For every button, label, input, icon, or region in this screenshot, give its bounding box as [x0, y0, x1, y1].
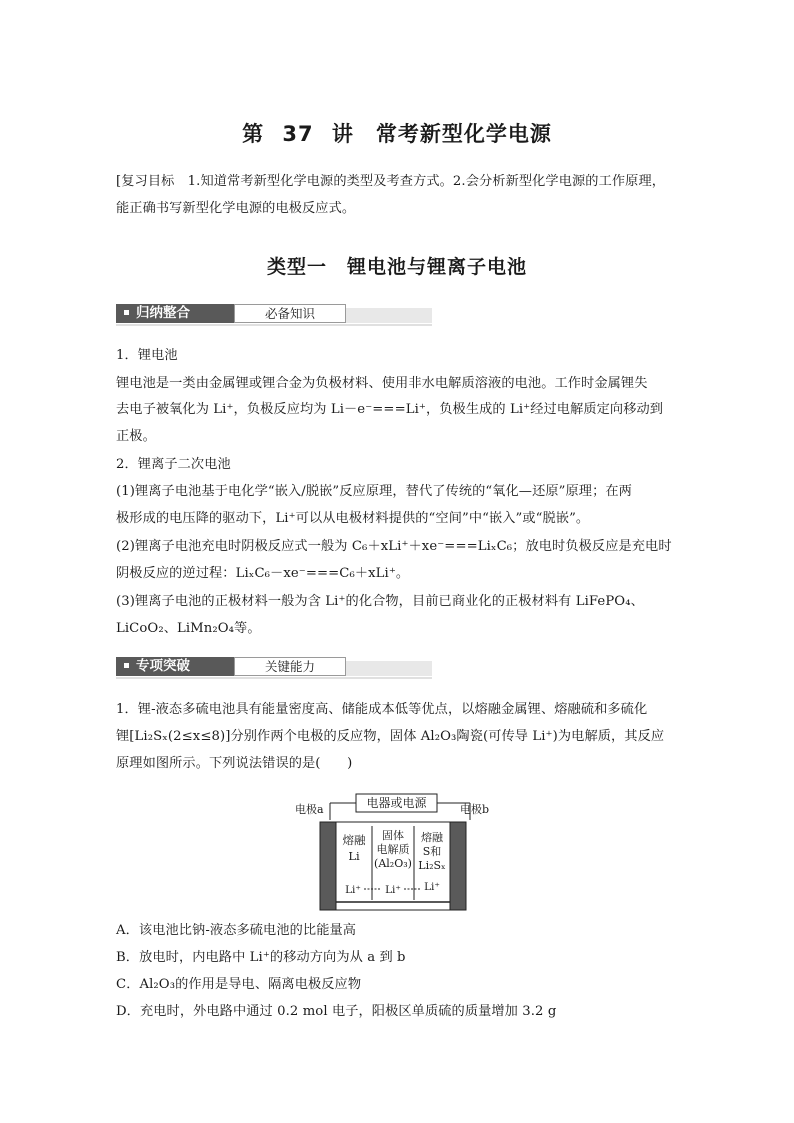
ion-label-left: Li⁺: [345, 884, 361, 896]
question-line-2: 锂[Li₂Sₓ(2≤x≤8)]分别作两个电极的反应物，固体 Al₂O₃陶瓷(可传导 Li⁺)为电解质，其反应: [116, 729, 665, 744]
electrode-a: [320, 822, 336, 910]
banner-summary-underline: [116, 324, 432, 326]
knowledge-p1-line-3: 正极。: [116, 429, 156, 444]
right-label-2: S和: [422, 845, 442, 858]
mid-label-1: 固体: [382, 829, 404, 842]
review-goal-line-2: 能正确书写新型化学电源的电极反应式。: [116, 201, 356, 216]
banner-practice: [116, 656, 432, 678]
electrode-b: [450, 822, 466, 910]
banner-summary-tag: 必备知识: [234, 304, 346, 323]
question-line-1: 1．锂-液态多硫电池具有能量密度高、储能成本低等优点，以熔融金属锂、熔融硫和多硫化: [116, 702, 648, 717]
knowledge-p1-line-1: 锂电池是一类由金属锂或锂合金为负极材料、使用非水电解质溶液的电池。工作时金属锂失: [116, 376, 648, 391]
mid-label-3: (Al₂O₃): [374, 857, 412, 870]
banner-summary-fill: [346, 308, 432, 323]
knowledge-p3-line-2: 阴极反应的逆过程：LiₓC₆－xe⁻===C₆＋xLi⁺。: [116, 566, 410, 581]
question-line-3: 原理如图所示。下列说法错误的是( ): [116, 756, 353, 771]
left-label-2: Li: [348, 849, 360, 863]
banner-practice-fill: [346, 661, 432, 676]
option-c: C．Al₂O₃的作用是导电、隔离电极反应物: [116, 977, 362, 992]
banner-practice-underline: [116, 677, 432, 679]
knowledge-p3-line-1: (2)锂离子电池充电时阴极反应式一般为 C₆＋xLi⁺＋xe⁻===LiₓC₆；放电时负极反应是充电时: [116, 539, 672, 554]
banner-practice-dark: [116, 657, 234, 676]
banner-summary-label: 归纳整合: [136, 305, 190, 321]
lecture-title: 第 37 讲 常考新型化学电源: [242, 122, 552, 146]
knowledge-p2-line-2: 极形成的电压降的驱动下，Li⁺可以从电极材料提供的“空间”中“嵌入”或“脱嵌”。: [116, 511, 590, 526]
section-title: 类型一 锂电池与锂离子电池: [266, 256, 527, 278]
electrode-a-label: 电极a: [295, 803, 324, 816]
left-label-1: 熔融: [342, 833, 366, 847]
device-label: 电器或电源: [366, 796, 427, 810]
right-label-3: Li₂Sₓ: [418, 859, 446, 872]
knowledge-p4-line-2: LiCoO₂、LiMn₂O₄等。: [116, 621, 261, 636]
square-bullet-icon: [124, 310, 129, 315]
review-goal-line-1: [复习目标 1.知道常考新型化学电源的类型及考查方式。2.会分析新型化学电源的工作原理，: [116, 174, 666, 189]
knowledge-p4-line-1: (3)锂离子电池的正极材料一般为含 Li⁺的化合物，目前已商业化的正极材料有 LiFePO₄、: [116, 594, 644, 609]
knowledge-heading-1: 1．锂电池: [116, 348, 178, 363]
option-d: D．充电时，外电路中通过 0.2 mol 电子，阳极区单质硫的质量增加 3.2 g: [116, 1004, 557, 1019]
electrode-b-label: 电极b: [460, 803, 490, 816]
banner-practice-label: 专项突破: [136, 658, 190, 674]
ion-label-right: Li⁺: [424, 881, 440, 893]
knowledge-heading-2: 2．锂离子二次电池: [116, 457, 231, 472]
option-b: B．放电时，内电路中 Li⁺的移动方向为从 a 到 b: [116, 950, 406, 965]
option-a: A．该电池比钠-液态多硫电池的比能量高: [116, 923, 357, 938]
battery-diagram: [290, 786, 510, 914]
knowledge-p1-line-2: 去电子被氧化为 Li⁺，负极反应均为 Li－e⁻===Li⁺，负极生成的 Li⁺经过电解质定向移动到: [116, 402, 664, 417]
banner-summary: [116, 303, 432, 325]
square-bullet-icon: [124, 663, 129, 668]
mid-label-2: 电解质: [376, 843, 410, 856]
banner-summary-dark: [116, 304, 234, 323]
ion-label-mid: Li⁺: [385, 884, 401, 896]
banner-practice-tag: 关键能力: [234, 657, 346, 676]
right-label-1: 熔融: [421, 831, 443, 844]
knowledge-p2-line-1: (1)锂离子电池基于电化学“嵌入/脱嵌”反应原理，替代了传统的“氧化—还原”原理；在两: [116, 484, 632, 499]
